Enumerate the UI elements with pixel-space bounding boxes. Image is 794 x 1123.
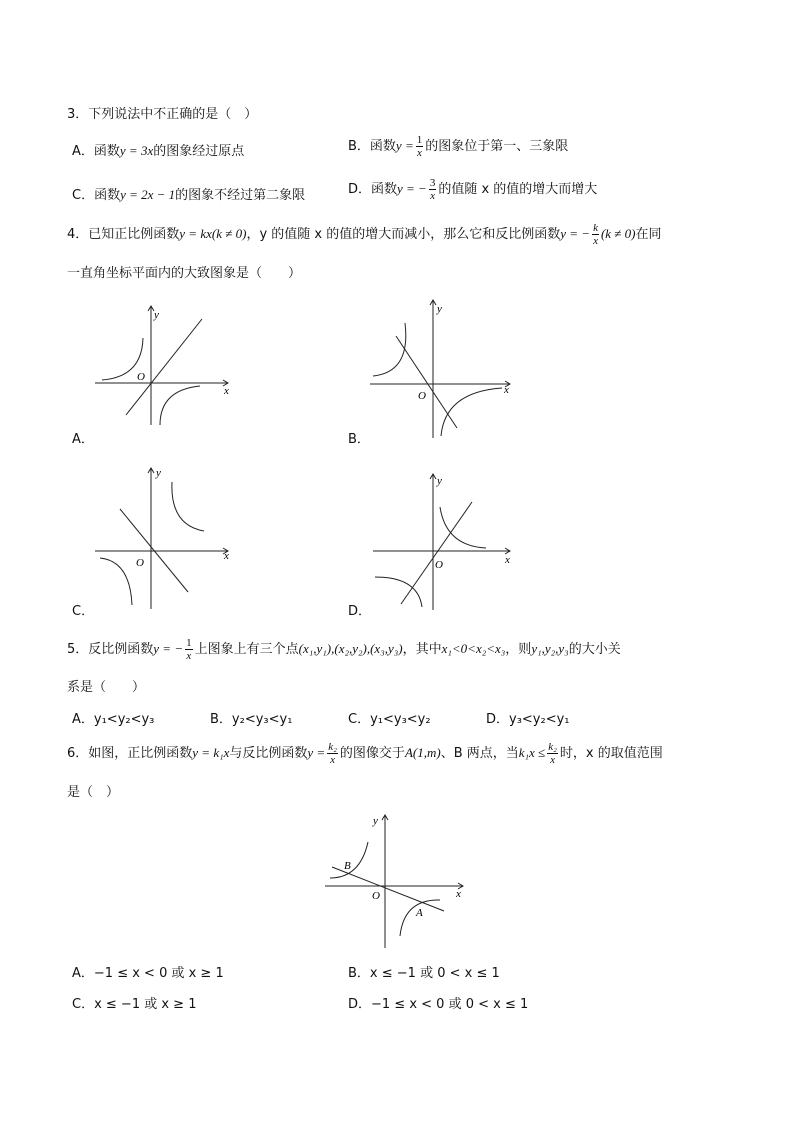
y-label: y [156,467,161,479]
q4-stem-line1: 4．已知正比例函数y = kx(k ≠ 0)，y 的值随 x 的值的增大而减小，那么它和反比例函数y = − $\frac{k}{x}$ (k ≠ 0)在同 [67,222,662,247]
q5-option-c[interactable]: C．y₁<y₃<y₂ [348,712,431,727]
q6-option-a[interactable]: A．−1 ≤ x < 0 或 x ≥ 1 [72,966,224,981]
hyperbola-branch [160,386,200,425]
q4-graph-b [365,298,525,440]
q6-graph [320,812,470,952]
q6-option-b[interactable]: B．x ≤ −1 或 0 < x ≤ 1 [348,966,500,981]
q4-option-c[interactable]: C． [72,604,95,619]
y-label: y [154,309,159,321]
q3-stem: 3．下列说法中不正确的是（ ） [67,107,258,122]
q5-stem-line1: 5．反比例函数y = − $\frac{1}{x}$ 上图象上有三个点(x₁,y₁),(x₂,y₂),(x₃,y₃)，其中x₁<0<x₂<x₃，则y₁,y₂,y₃的大小关 [67,637,621,662]
q3-option-b[interactable]: B．函数y = $\frac{1}{x}$ 的图象位于第一、三象限 [348,134,569,159]
origin-label: O [435,559,443,571]
q5-option-a[interactable]: A．y₁<y₂<y₃ [72,712,155,727]
q3-option-a[interactable]: A．函数y = 3x的图象经过原点 [72,143,245,159]
fraction: $\frac{1}{x}$ [416,134,423,159]
q6-option-d[interactable]: D．−1 ≤ x < 0 或 0 < x ≤ 1 [348,997,529,1012]
q6-stem-line1: 6．如图，正比例函数y = k₁x与反比例函数y = $\frac{\text{k₂}}{x}$ 的图像交于A(1,m)、B 两点，当k₁x ≤ $\frac{\text{k₂}}{x}$ 时，x 的取值范围 [67,741,663,766]
q4-graph-d [368,472,528,612]
x-label: x [504,384,509,396]
hyperbola-branch [440,507,486,548]
q6-stem-line2: 是（ ） [67,785,120,800]
x-label: x [224,550,229,562]
hyperbola-branch [100,558,132,605]
q4-graph-c [90,465,240,613]
q5-option-d[interactable]: D．y₃<y₂<y₁ [486,712,570,727]
fraction: $\frac{1}{x}$ [186,637,192,662]
q5-stem-line2: 系是（ ） [67,680,146,695]
fraction: $\frac{3}{x}$ [429,177,436,202]
q3-option-d[interactable]: D．函数y = − $\frac{3}{x}$ 的值随 x 的值的增大而增大 [348,177,598,202]
q3-option-c[interactable]: C．函数y = 2x − 1的图象不经过第二象限 [72,187,306,203]
origin-label: O [137,371,145,383]
hyperbola-branch [172,482,204,531]
hyperbola-branch [375,577,422,607]
y-label: y [437,475,442,487]
q4-graph-a [90,300,240,430]
origin-label: O [372,890,380,902]
q4-option-b[interactable]: B． [348,432,370,447]
fraction: $\frac{\text{k₂}}{x}$ [328,741,337,766]
y-label: y [437,303,442,315]
origin-label: O [136,557,144,569]
fraction: $\frac{k}{x}$ [593,222,598,247]
q6-option-c[interactable]: C．x ≤ −1 或 x ≥ 1 [72,997,197,1012]
y-label: y [373,815,378,827]
origin-label: O [418,390,426,402]
hyperbola-branch [441,388,502,436]
x-label: x [224,385,229,397]
line-graph [126,319,202,415]
q4-option-a[interactable]: A． [72,432,94,447]
x-label: x [456,888,461,900]
x-label: x [505,554,510,566]
q5-option-b[interactable]: B．y₂<y₃<y₁ [210,712,293,727]
line-graph [401,502,472,604]
q4-stem-line2: 一直角坐标平面内的大致图象是（ ） [67,266,302,281]
fraction: $\frac{\text{k₂}}{x}$ [548,741,557,766]
hyperbola-branch [373,323,406,376]
point-b-label: B [344,860,351,872]
point-a-label: A [416,907,423,919]
q4-option-d[interactable]: D． [348,604,372,619]
